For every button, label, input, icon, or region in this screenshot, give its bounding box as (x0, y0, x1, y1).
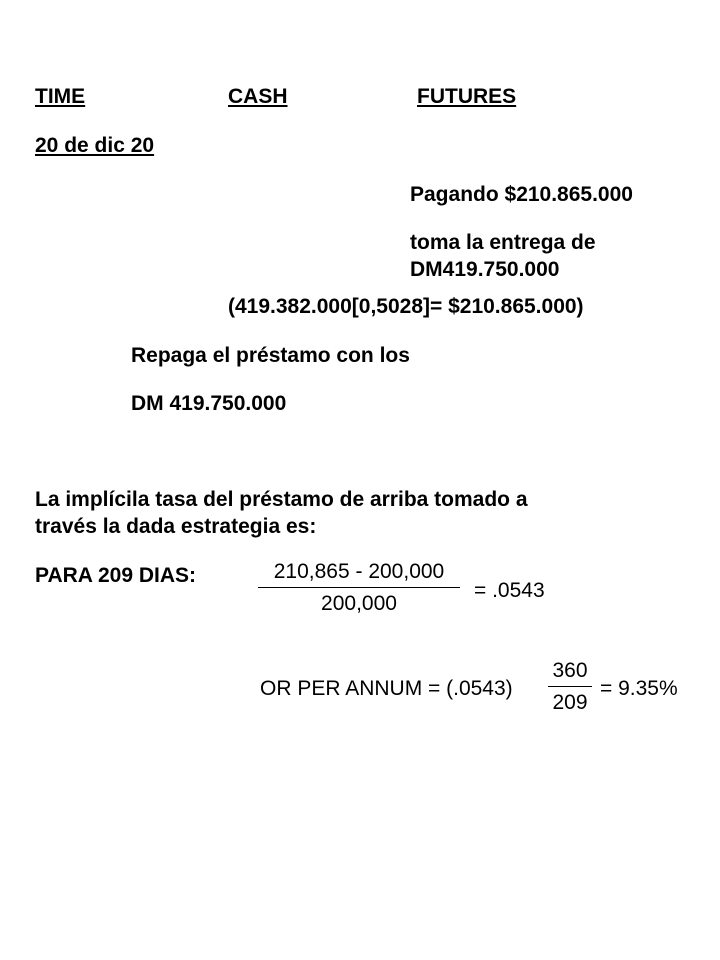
annual-formula-result: = 9.35% (600, 677, 678, 700)
header-time: TIME (35, 85, 86, 108)
calculation-line: (419.382.000[0,5028]= $210.865.000) (228, 295, 584, 318)
fraction-annualize (548, 659, 592, 715)
fraction-numerator: 360 (552, 659, 588, 682)
cash-repay: Repaga el préstamo con los (131, 344, 410, 367)
fraction-rate (258, 560, 460, 616)
futures-delivery: toma la entrega de (410, 231, 596, 254)
paragraph-line-1: La implícila tasa del préstamo de arriba tomado a (35, 488, 528, 511)
fraction-numerator: 210,865 - 200,000 (273, 560, 445, 583)
fraction-denominator: 209 (552, 691, 588, 714)
fraction-bar (258, 587, 460, 588)
annual-formula-prefix: OR PER ANNUM = (.0543) (260, 677, 513, 700)
fraction-bar (548, 686, 592, 687)
paragraph-line-2: través la dada estrategia es: (35, 515, 317, 538)
cash-amount: DM 419.750.000 (131, 392, 287, 415)
date-label: 20 de dic 20 (35, 134, 155, 157)
formula-label: PARA 209 DIAS: (35, 564, 197, 587)
formula-result: = .0543 (474, 579, 545, 602)
header-cash: CASH (228, 85, 288, 108)
header-futures: FUTURES (417, 85, 517, 108)
futures-payment: Pagando $210.865.000 (410, 183, 633, 206)
fraction-denominator: 200,000 (321, 592, 397, 615)
futures-amount: DM419.750.000 (410, 258, 560, 281)
